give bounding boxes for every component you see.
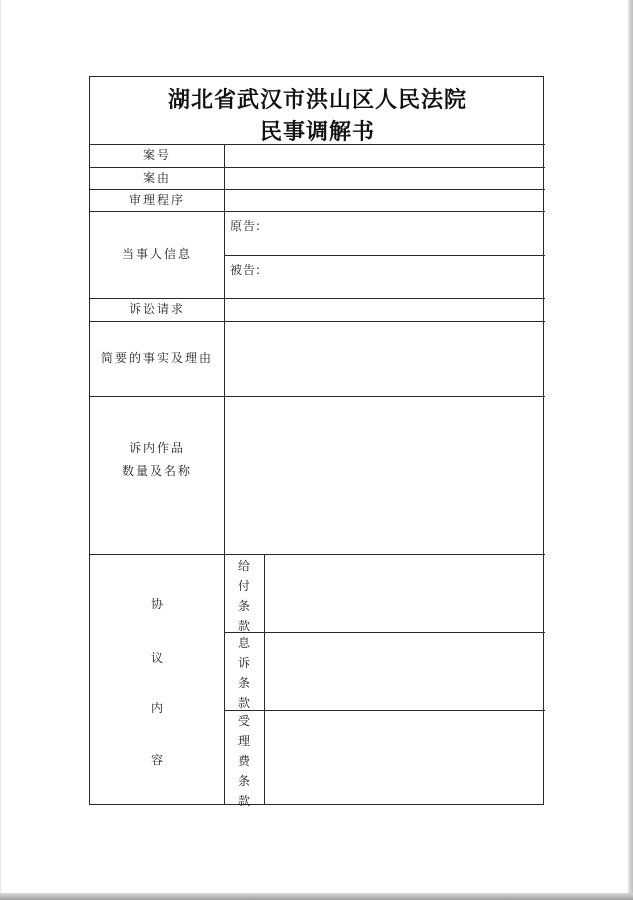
cause-label: 案由 <box>142 170 171 185</box>
works-label-line1: 诉内作品 <box>128 441 185 455</box>
works-label-line2: 数量及名称 <box>121 464 192 478</box>
agreement-char: 容 <box>150 753 163 767</box>
parties-label: 当事人信息 <box>121 247 192 261</box>
column-divider <box>264 554 265 804</box>
facts-label: 简要的事实及理由 <box>100 351 213 365</box>
withdrawal-terms-label: 息 诉 条 款 <box>237 636 250 710</box>
row-divider <box>90 396 545 397</box>
column-divider <box>224 144 225 804</box>
row-divider <box>90 554 545 555</box>
fee-terms-label: 受 理 费 条 款 <box>237 714 250 808</box>
case-number-label: 案号 <box>142 148 171 162</box>
plaintiff-label: 原告: <box>230 219 262 233</box>
document-title-line2: 民事调解书 <box>259 119 375 145</box>
works-label <box>90 437 224 483</box>
page-edge <box>0 0 1 900</box>
agreement-char: 内 <box>150 701 163 715</box>
claims-label: 诉讼请求 <box>128 302 185 316</box>
row-divider <box>224 255 545 256</box>
payment-terms-label: 给 付 条 款 <box>237 559 250 633</box>
mediation-form <box>89 76 544 808</box>
row-divider <box>224 710 545 711</box>
document-title-line1: 湖北省武汉市洪山区人民法院 <box>167 87 467 113</box>
row-divider <box>224 632 545 633</box>
procedure-label: 审理程序 <box>128 192 185 207</box>
agreement-char: 议 <box>150 651 163 665</box>
defendant-label: 被告: <box>230 263 262 277</box>
page-shadow-bottom <box>0 893 633 900</box>
page-shadow-right <box>628 0 633 900</box>
agreement-char: 协 <box>150 597 163 611</box>
